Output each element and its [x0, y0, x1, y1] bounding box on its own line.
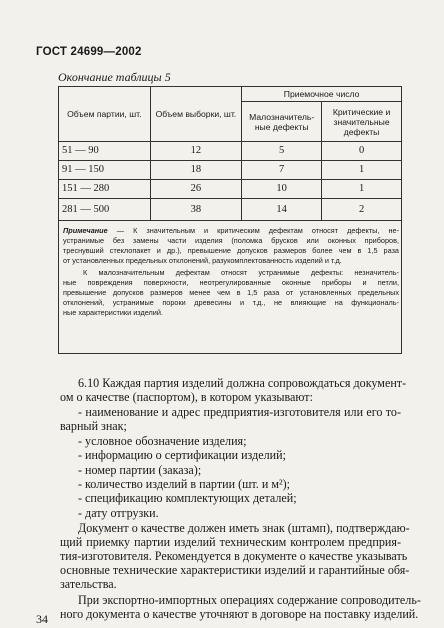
minor-cell: 10 — [242, 180, 322, 199]
table-caption: Окончание таблицы 5 — [58, 70, 171, 84]
note-line: Примечание — К значительным и критическим дефектам относят дефекты, не- — [63, 226, 399, 235]
note-line: треснувший стеклопакет и др.), превышение допусков размеров более чем в 1,5 раза — [63, 246, 399, 255]
lot-cell: 91 — 150 — [59, 161, 151, 180]
minor-cell: 5 — [242, 142, 322, 161]
critical-cell: 0 — [322, 142, 402, 161]
critical-cell: 1 — [322, 161, 402, 180]
note-line: устранимые без замены части изделия (поломка брусков или оконных приборов, — [63, 236, 399, 245]
lot-cell: 51 — 90 — [59, 142, 151, 161]
paragraph-line: При экспортно-импортных операциях содержание сопроводитель- — [78, 593, 421, 607]
note-line: К малозначительным дефектам относят устранимые дефекты: незначитель- — [83, 268, 399, 277]
table-row — [59, 180, 402, 199]
note-line: отклонений, устранимые пороки древесины и т.д., не влияющие на функциональ- — [63, 298, 399, 307]
note-label: Примечание — [63, 226, 108, 235]
table-notes — [58, 220, 402, 354]
minor-cell: 7 — [242, 161, 322, 180]
list-item: - номер партии (заказа); — [78, 463, 202, 477]
paragraph-line: тия-изготовителя. Рекомендуется в документе о качестве указывать — [60, 549, 408, 563]
page-number: 34 — [36, 612, 48, 626]
list-item: - наименование и адрес предприятия-изготовителя или его то- — [78, 405, 401, 419]
acceptance-table — [58, 86, 402, 221]
paragraph-line: 6.10 Каждая партия изделий должна сопровождаться документ- — [78, 376, 407, 390]
list-item: - количество изделий в партии (шт. и м²); — [78, 477, 290, 491]
list-item: - дату отгрузки. — [78, 506, 159, 520]
table-row — [59, 161, 402, 180]
paragraph-line: зательства. — [60, 577, 117, 591]
critical-cell: 2 — [322, 199, 402, 221]
table-row — [59, 199, 402, 221]
paragraph-line: Документ о качестве должен иметь знак (штамп), подтверждаю- — [78, 521, 410, 535]
paragraph-line: основные технические характеристики изделий и гарантийные обя- — [60, 563, 410, 577]
header-minor-defects: Малозначитель- ные дефекты — [242, 102, 322, 142]
list-item: - условное обозначение изделия; — [78, 434, 247, 448]
header-critical-defects: Критические и значительные дефекты — [322, 102, 402, 142]
paragraph-line: ного документа о качестве уточняют в договоре на поставку изделий. — [60, 607, 419, 621]
document-header: ГОСТ 24699—2002 — [36, 46, 142, 58]
sample-cell: 18 — [150, 161, 242, 180]
list-item: - информацию о сертификации изделий; — [78, 448, 286, 462]
note-line: от установленных предельных отклонений, разукомплектованность изделий и т.д. — [63, 256, 342, 265]
lot-cell: 151 — 280 — [59, 180, 151, 199]
paragraph-line: щий приемку партии изделий техническим контролем предприя- — [60, 535, 401, 549]
sample-cell: 12 — [150, 142, 242, 161]
list-item: - спецификацию комплектующих деталей; — [78, 491, 297, 505]
list-item: варный знак; — [60, 419, 127, 433]
table-row — [59, 142, 402, 161]
note-line: превышение допусков размеров менее чем в 1,5 раза от установленных предельных — [63, 288, 399, 297]
header-lot-size: Объем партии, шт. — [59, 87, 151, 142]
header-sample-size: Объем выборки, шт. — [150, 87, 242, 142]
sample-cell: 38 — [150, 199, 242, 221]
paragraph-line: ом о качестве (паспортом), в котором указывают: — [60, 390, 313, 404]
lot-cell: 281 — 500 — [59, 199, 151, 221]
sample-cell: 26 — [150, 180, 242, 199]
critical-cell: 1 — [322, 180, 402, 199]
minor-cell: 14 — [242, 199, 322, 221]
note-line: ные повреждения поверхности, неотрегулированные оконные приборы и петли, — [63, 278, 399, 287]
note-line: ные характеристики изделий. — [63, 308, 163, 317]
header-acceptance-number: Приемочное число — [242, 87, 402, 102]
